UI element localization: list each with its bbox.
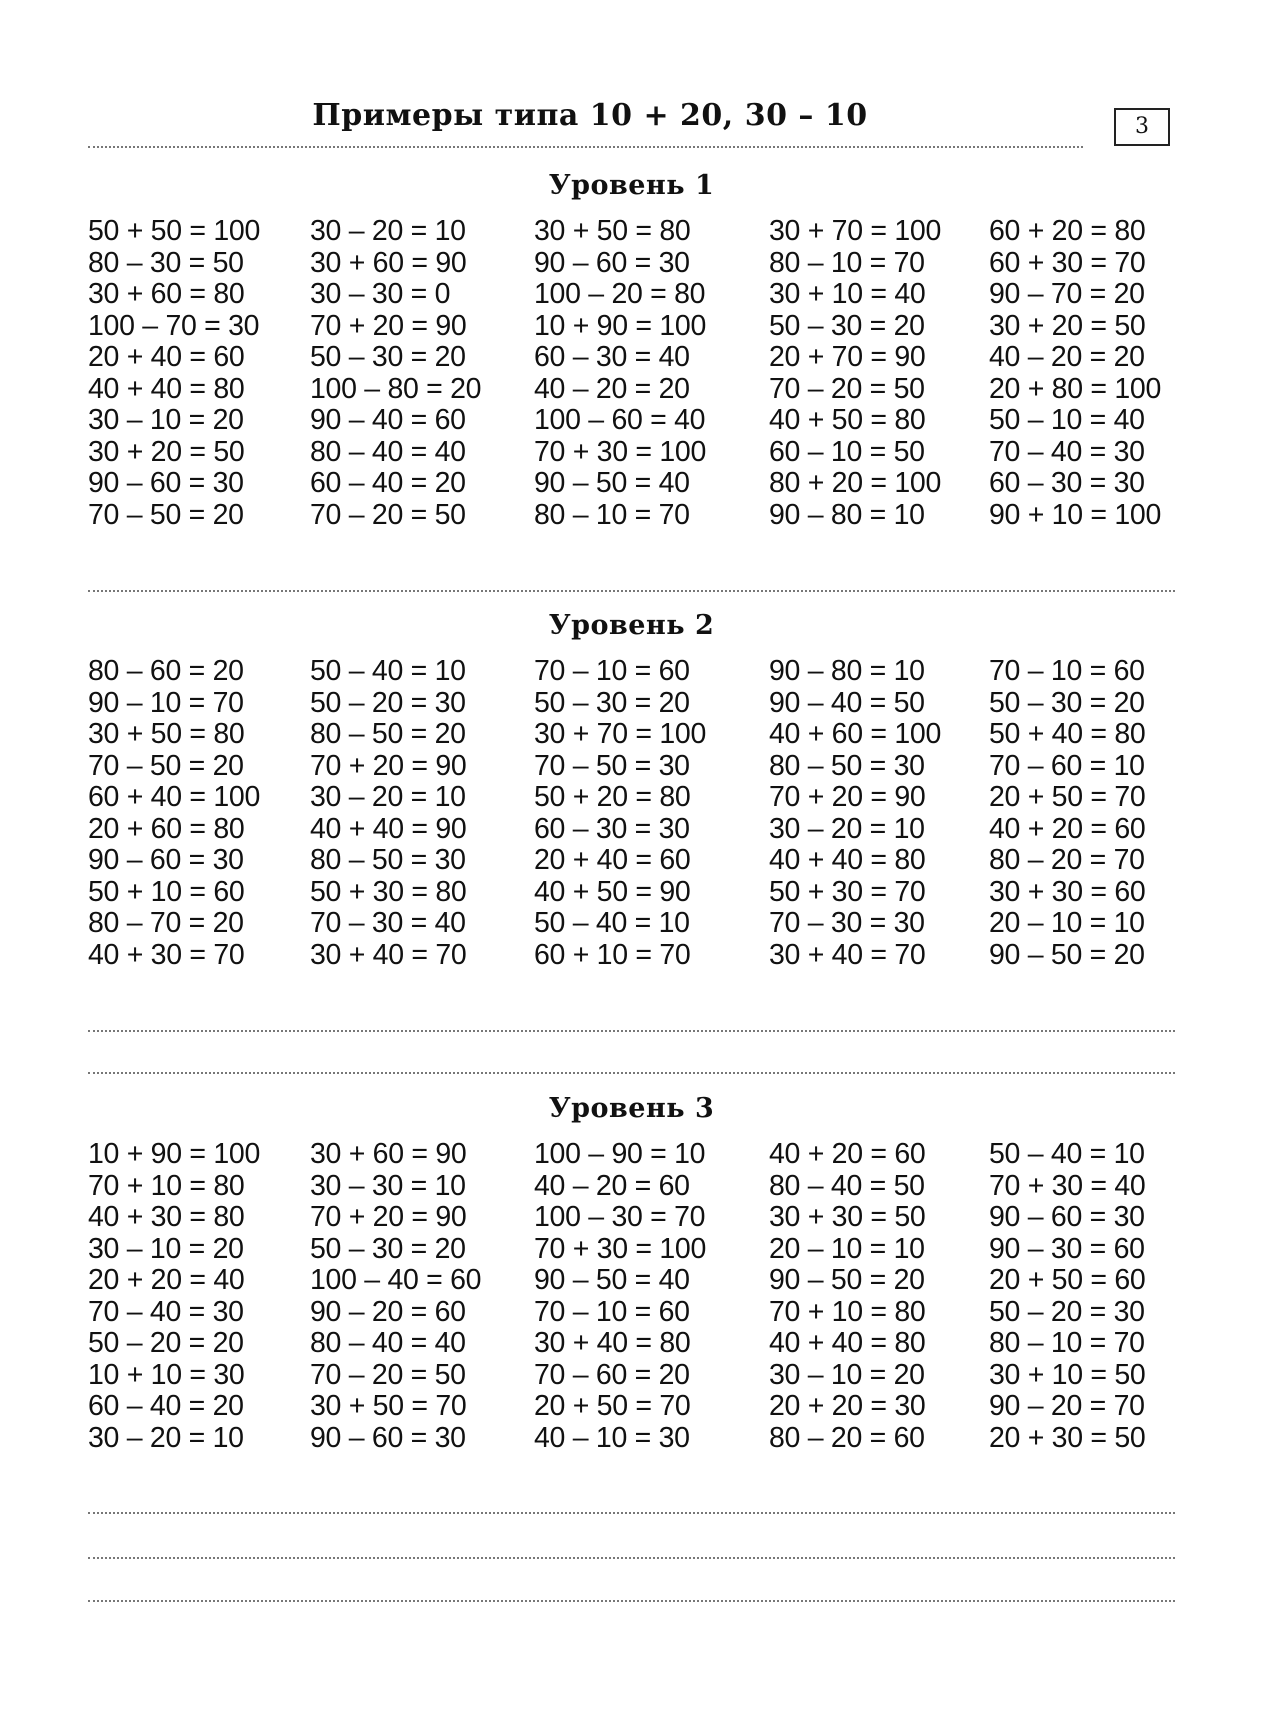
exercise: 50 – 30 = 20 bbox=[989, 686, 1145, 719]
exercise: 20 + 20 = 40 bbox=[88, 1264, 245, 1296]
exercise: 80 – 40 = 40 bbox=[310, 435, 466, 468]
answer-dotted-line bbox=[88, 1600, 1175, 1602]
answer-dotted-line bbox=[88, 1557, 1175, 1559]
exercise: 90 – 10 = 70 bbox=[88, 686, 244, 719]
exercise: 80 – 10 = 70 bbox=[989, 1327, 1145, 1359]
exercise: 40 + 60 = 100 bbox=[769, 718, 942, 750]
level-1-title: Уровень 1 bbox=[548, 170, 715, 201]
exercise: 30 + 60 = 90 bbox=[310, 246, 467, 279]
exercise: 90 – 40 = 60 bbox=[310, 404, 466, 436]
exercise: 90 – 80 = 10 bbox=[769, 498, 925, 531]
exercise: 20 + 40 = 60 bbox=[534, 844, 691, 876]
exercise: 40 + 30 = 70 bbox=[88, 938, 245, 971]
exercise: 30 + 50 = 80 bbox=[534, 215, 691, 247]
exercise: 70 + 20 = 90 bbox=[310, 749, 467, 782]
exercise: 30 + 50 = 80 bbox=[88, 718, 245, 750]
exercise: 60 – 30 = 30 bbox=[989, 467, 1145, 499]
exercise: 70 + 20 = 90 bbox=[769, 781, 926, 813]
exercise: 50 – 40 = 10 bbox=[989, 1138, 1145, 1170]
exercise: 30 – 20 = 10 bbox=[310, 215, 466, 247]
exercise: 30 – 20 = 10 bbox=[88, 1421, 244, 1454]
exercise: 40 + 40 = 80 bbox=[769, 1327, 926, 1359]
exercise: 40 + 40 = 90 bbox=[310, 812, 467, 845]
exercise: 30 – 20 = 10 bbox=[310, 781, 466, 813]
exercise: 90 – 80 = 10 bbox=[769, 655, 925, 687]
exercise: 80 – 40 = 50 bbox=[769, 1169, 925, 1202]
exercise: 70 – 50 = 20 bbox=[88, 498, 244, 531]
exercise: 30 – 30 = 0 bbox=[310, 278, 451, 310]
exercise: 40 – 20 = 20 bbox=[989, 341, 1145, 373]
exercise: 70 + 10 = 80 bbox=[769, 1295, 926, 1328]
level-3-title: Уровень 3 bbox=[548, 1093, 715, 1124]
exercise: 50 – 10 = 40 bbox=[989, 404, 1145, 436]
exercise: 20 + 60 = 80 bbox=[88, 812, 245, 845]
exercise: 70 – 60 = 10 bbox=[989, 749, 1145, 782]
exercise: 70 – 60 = 20 bbox=[534, 1358, 690, 1391]
exercise: 90 + 10 = 100 bbox=[989, 498, 1162, 531]
title-dotted-line bbox=[88, 146, 1083, 148]
exercise: 30 + 40 = 70 bbox=[769, 938, 926, 971]
exercise: 30 + 40 = 70 bbox=[310, 938, 467, 971]
exercise: 70 – 20 = 50 bbox=[310, 498, 466, 531]
exercise: 40 – 20 = 20 bbox=[534, 372, 690, 405]
exercise: 100 – 40 = 60 bbox=[310, 1264, 482, 1296]
answer-dotted-line bbox=[88, 1072, 1175, 1074]
exercise: 90 – 50 = 20 bbox=[989, 938, 1145, 971]
exercise: 70 + 30 = 40 bbox=[989, 1169, 1146, 1202]
exercise: 40 + 50 = 90 bbox=[534, 875, 691, 908]
exercise: 90 – 40 = 50 bbox=[769, 686, 925, 719]
exercise: 40 + 50 = 80 bbox=[769, 404, 926, 436]
level-2-exercise-grid bbox=[88, 656, 1175, 971]
exercise: 60 – 40 = 20 bbox=[88, 1390, 244, 1422]
exercise: 70 – 30 = 40 bbox=[310, 907, 466, 939]
exercise: 30 + 20 = 50 bbox=[88, 435, 245, 468]
exercise: 80 + 20 = 100 bbox=[769, 467, 942, 499]
exercise: 50 – 40 = 10 bbox=[310, 655, 466, 687]
exercise: 30 – 10 = 20 bbox=[88, 1232, 244, 1265]
exercise: 60 + 40 = 100 bbox=[88, 781, 261, 813]
exercise: 80 – 50 = 30 bbox=[310, 844, 466, 876]
exercise: 90 – 30 = 60 bbox=[989, 1232, 1145, 1265]
exercise: 30 + 70 = 100 bbox=[769, 215, 942, 247]
exercise: 50 – 30 = 20 bbox=[534, 686, 690, 719]
exercise: 30 + 40 = 80 bbox=[534, 1327, 691, 1359]
exercise: 80 – 20 = 70 bbox=[989, 844, 1145, 876]
exercise: 30 + 10 = 40 bbox=[769, 278, 926, 310]
exercise: 70 – 40 = 30 bbox=[88, 1295, 244, 1328]
exercise: 60 – 10 = 50 bbox=[769, 435, 925, 468]
exercise: 50 + 20 = 80 bbox=[534, 781, 691, 813]
exercise: 90 – 50 = 20 bbox=[769, 1264, 925, 1296]
exercise: 60 – 40 = 20 bbox=[310, 467, 466, 499]
exercise: 60 + 30 = 70 bbox=[989, 246, 1146, 279]
exercise: 90 – 20 = 70 bbox=[989, 1390, 1145, 1422]
page-title: Примеры типа 10 + 20, 30 – 10 bbox=[312, 98, 868, 133]
exercise: 70 + 20 = 90 bbox=[310, 309, 467, 342]
exercise: 30 + 60 = 90 bbox=[310, 1138, 467, 1170]
exercise: 40 + 20 = 60 bbox=[769, 1138, 926, 1170]
exercise: 30 + 30 = 60 bbox=[989, 875, 1146, 908]
exercise: 100 – 90 = 10 bbox=[534, 1138, 706, 1170]
exercise: 100 – 80 = 20 bbox=[310, 372, 482, 405]
exercise: 70 + 30 = 100 bbox=[534, 435, 707, 468]
exercise: 70 – 20 = 50 bbox=[310, 1358, 466, 1391]
exercise: 50 – 30 = 20 bbox=[310, 341, 466, 373]
exercise: 90 – 60 = 30 bbox=[310, 1421, 466, 1454]
exercise: 80 – 20 = 60 bbox=[769, 1421, 925, 1454]
exercise: 80 – 60 = 20 bbox=[88, 655, 244, 687]
exercise: 70 – 10 = 60 bbox=[989, 655, 1145, 687]
exercise: 70 + 10 = 80 bbox=[88, 1169, 245, 1202]
exercise: 80 – 50 = 30 bbox=[769, 749, 925, 782]
exercise: 20 + 50 = 70 bbox=[989, 781, 1146, 813]
exercise: 30 – 20 = 10 bbox=[769, 812, 925, 845]
exercise: 20 + 80 = 100 bbox=[989, 372, 1162, 405]
exercise: 50 – 30 = 20 bbox=[769, 309, 925, 342]
exercise: 20 + 50 = 60 bbox=[989, 1264, 1146, 1296]
exercise: 30 + 20 = 50 bbox=[989, 309, 1146, 342]
exercise: 30 + 70 = 100 bbox=[534, 718, 707, 750]
exercise: 20 + 40 = 60 bbox=[88, 341, 245, 373]
exercise: 70 + 20 = 90 bbox=[310, 1201, 467, 1233]
exercise: 10 + 90 = 100 bbox=[534, 309, 707, 342]
exercise: 90 – 60 = 30 bbox=[534, 246, 690, 279]
exercise: 100 – 60 = 40 bbox=[534, 404, 706, 436]
exercise: 30 + 60 = 80 bbox=[88, 278, 245, 310]
exercise: 90 – 60 = 30 bbox=[88, 844, 244, 876]
page-number-box: 3 bbox=[1114, 108, 1170, 146]
exercise: 40 + 40 = 80 bbox=[769, 844, 926, 876]
exercise: 50 + 30 = 70 bbox=[769, 875, 926, 908]
exercise: 70 – 50 = 20 bbox=[88, 749, 244, 782]
exercise: 70 – 10 = 60 bbox=[534, 655, 690, 687]
exercise: 80 – 50 = 20 bbox=[310, 718, 466, 750]
level-3-exercise-grid bbox=[88, 1139, 1175, 1454]
exercise: 10 + 90 = 100 bbox=[88, 1138, 261, 1170]
exercise: 100 – 20 = 80 bbox=[534, 278, 706, 310]
exercise: 30 + 30 = 50 bbox=[769, 1201, 926, 1233]
exercise: 20 – 10 = 10 bbox=[989, 907, 1145, 939]
answer-dotted-line bbox=[88, 1030, 1175, 1032]
exercise: 10 + 10 = 30 bbox=[88, 1358, 245, 1391]
exercise: 80 – 70 = 20 bbox=[88, 907, 244, 939]
exercise: 80 – 30 = 50 bbox=[88, 246, 244, 279]
exercise: 40 + 20 = 60 bbox=[989, 812, 1146, 845]
exercise: 50 – 20 = 30 bbox=[989, 1295, 1145, 1328]
exercise: 60 + 10 = 70 bbox=[534, 938, 691, 971]
exercise: 50 – 20 = 30 bbox=[310, 686, 466, 719]
exercise: 70 – 30 = 30 bbox=[769, 907, 925, 939]
exercise: 80 – 40 = 40 bbox=[310, 1327, 466, 1359]
exercise: 60 – 30 = 30 bbox=[534, 812, 690, 845]
exercise: 90 – 60 = 30 bbox=[88, 467, 244, 499]
exercise: 70 – 50 = 30 bbox=[534, 749, 690, 782]
exercise: 50 – 20 = 20 bbox=[88, 1327, 244, 1359]
exercise: 70 – 10 = 60 bbox=[534, 1295, 690, 1328]
exercise: 80 – 10 = 70 bbox=[534, 498, 690, 531]
exercise: 70 – 40 = 30 bbox=[989, 435, 1145, 468]
answer-dotted-line bbox=[88, 590, 1175, 592]
exercise: 30 – 10 = 20 bbox=[769, 1358, 925, 1391]
exercise: 40 – 10 = 30 bbox=[534, 1421, 690, 1454]
exercise: 40 + 40 = 80 bbox=[88, 372, 245, 405]
exercise: 30 – 30 = 10 bbox=[310, 1169, 466, 1202]
exercise: 20 + 70 = 90 bbox=[769, 341, 926, 373]
exercise: 90 – 70 = 20 bbox=[989, 278, 1145, 310]
exercise: 40 – 20 = 60 bbox=[534, 1169, 690, 1202]
exercise: 20 + 50 = 70 bbox=[534, 1390, 691, 1422]
exercise: 50 + 40 = 80 bbox=[989, 718, 1146, 750]
exercise: 70 + 30 = 100 bbox=[534, 1232, 707, 1265]
exercise: 60 + 20 = 80 bbox=[989, 215, 1146, 247]
exercise: 100 – 30 = 70 bbox=[534, 1201, 706, 1233]
exercise: 30 + 10 = 50 bbox=[989, 1358, 1146, 1391]
exercise: 20 – 10 = 10 bbox=[769, 1232, 925, 1265]
exercise: 50 – 40 = 10 bbox=[534, 907, 690, 939]
exercise: 50 – 30 = 20 bbox=[310, 1232, 466, 1265]
exercise: 60 – 30 = 40 bbox=[534, 341, 690, 373]
answer-dotted-line bbox=[88, 1512, 1175, 1514]
exercise: 100 – 70 = 30 bbox=[88, 309, 260, 342]
exercise: 70 – 20 = 50 bbox=[769, 372, 925, 405]
exercise: 50 + 50 = 100 bbox=[88, 215, 261, 247]
exercise: 90 – 20 = 60 bbox=[310, 1295, 466, 1328]
exercise: 20 + 30 = 50 bbox=[989, 1421, 1146, 1454]
level-2-title: Уровень 2 bbox=[548, 610, 715, 641]
exercise: 30 – 10 = 20 bbox=[88, 404, 244, 436]
level-1-exercise-grid bbox=[88, 216, 1175, 531]
exercise: 50 + 30 = 80 bbox=[310, 875, 467, 908]
exercise: 40 + 30 = 80 bbox=[88, 1201, 245, 1233]
exercise: 90 – 50 = 40 bbox=[534, 1264, 690, 1296]
exercise: 80 – 10 = 70 bbox=[769, 246, 925, 279]
exercise: 30 + 50 = 70 bbox=[310, 1390, 467, 1422]
exercise: 90 – 60 = 30 bbox=[989, 1201, 1145, 1233]
exercise: 20 + 20 = 30 bbox=[769, 1390, 926, 1422]
exercise: 90 – 50 = 40 bbox=[534, 467, 690, 499]
exercise: 50 + 10 = 60 bbox=[88, 875, 245, 908]
